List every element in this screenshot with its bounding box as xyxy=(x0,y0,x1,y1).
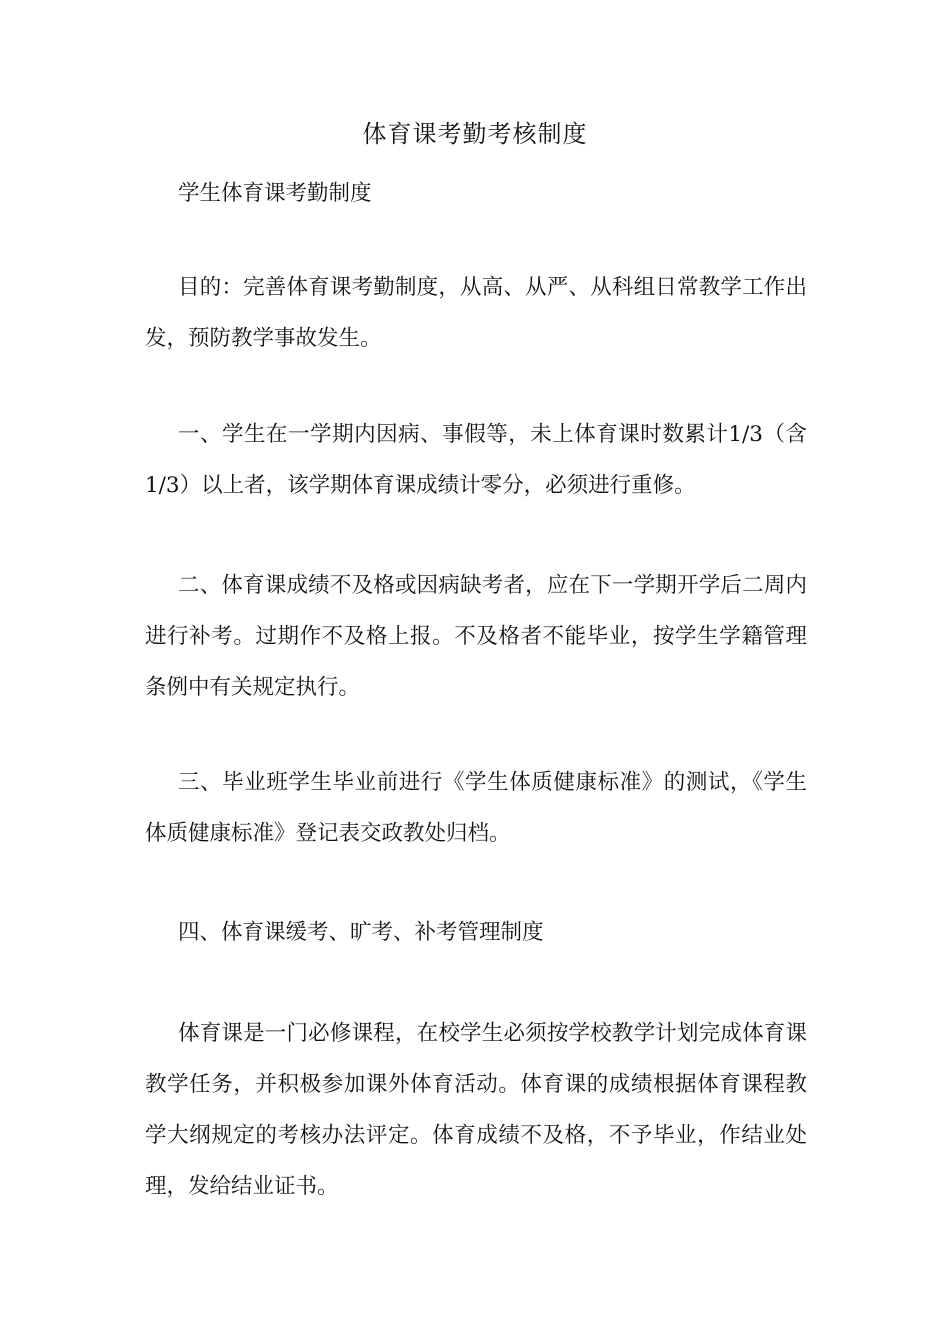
pe-course-paragraph: 体育课是一门必修课程，在校学生必须按学校教学计划完成体育课教学任务，并积极参加课外体育活动。体育课的成绩根据体育课程教学大纲规定的考核办法评定。体育成绩不及格，不予毕业，作结业处理，发给结业证书。 xyxy=(145,1021,807,1199)
rule-two-paragraph: 二、体育课成绩不及格或因病缺考者，应在下一学期开学后二周内进行补考。过期作不及格上报。不及格者不能毕业，按学生学籍管理条例中有关规定执行。 xyxy=(145,573,807,700)
rule-three-paragraph: 三、毕业班学生毕业前进行《学生体质健康标准》的测试，《学生体质健康标准》登记表交政教处归档。 xyxy=(145,770,807,846)
document-title: 体育课考勤考核制度 xyxy=(362,120,588,148)
rule-one-paragraph: 一、学生在一学期内因病、事假等，未上体育课时数累计1/3（含1/3）以上者，该学期体育课成绩计零分，必须进行重修。 xyxy=(145,422,807,498)
purpose-paragraph: 目的：完善体育课考勤制度，从高、从严、从科组日常教学工作出发，预防教学事故发生。 xyxy=(145,275,807,351)
rule-four-heading: 四、体育课缓考、旷考、补考管理制度 xyxy=(178,920,544,945)
section-subtitle: 学生体育课考勤制度 xyxy=(178,181,372,206)
